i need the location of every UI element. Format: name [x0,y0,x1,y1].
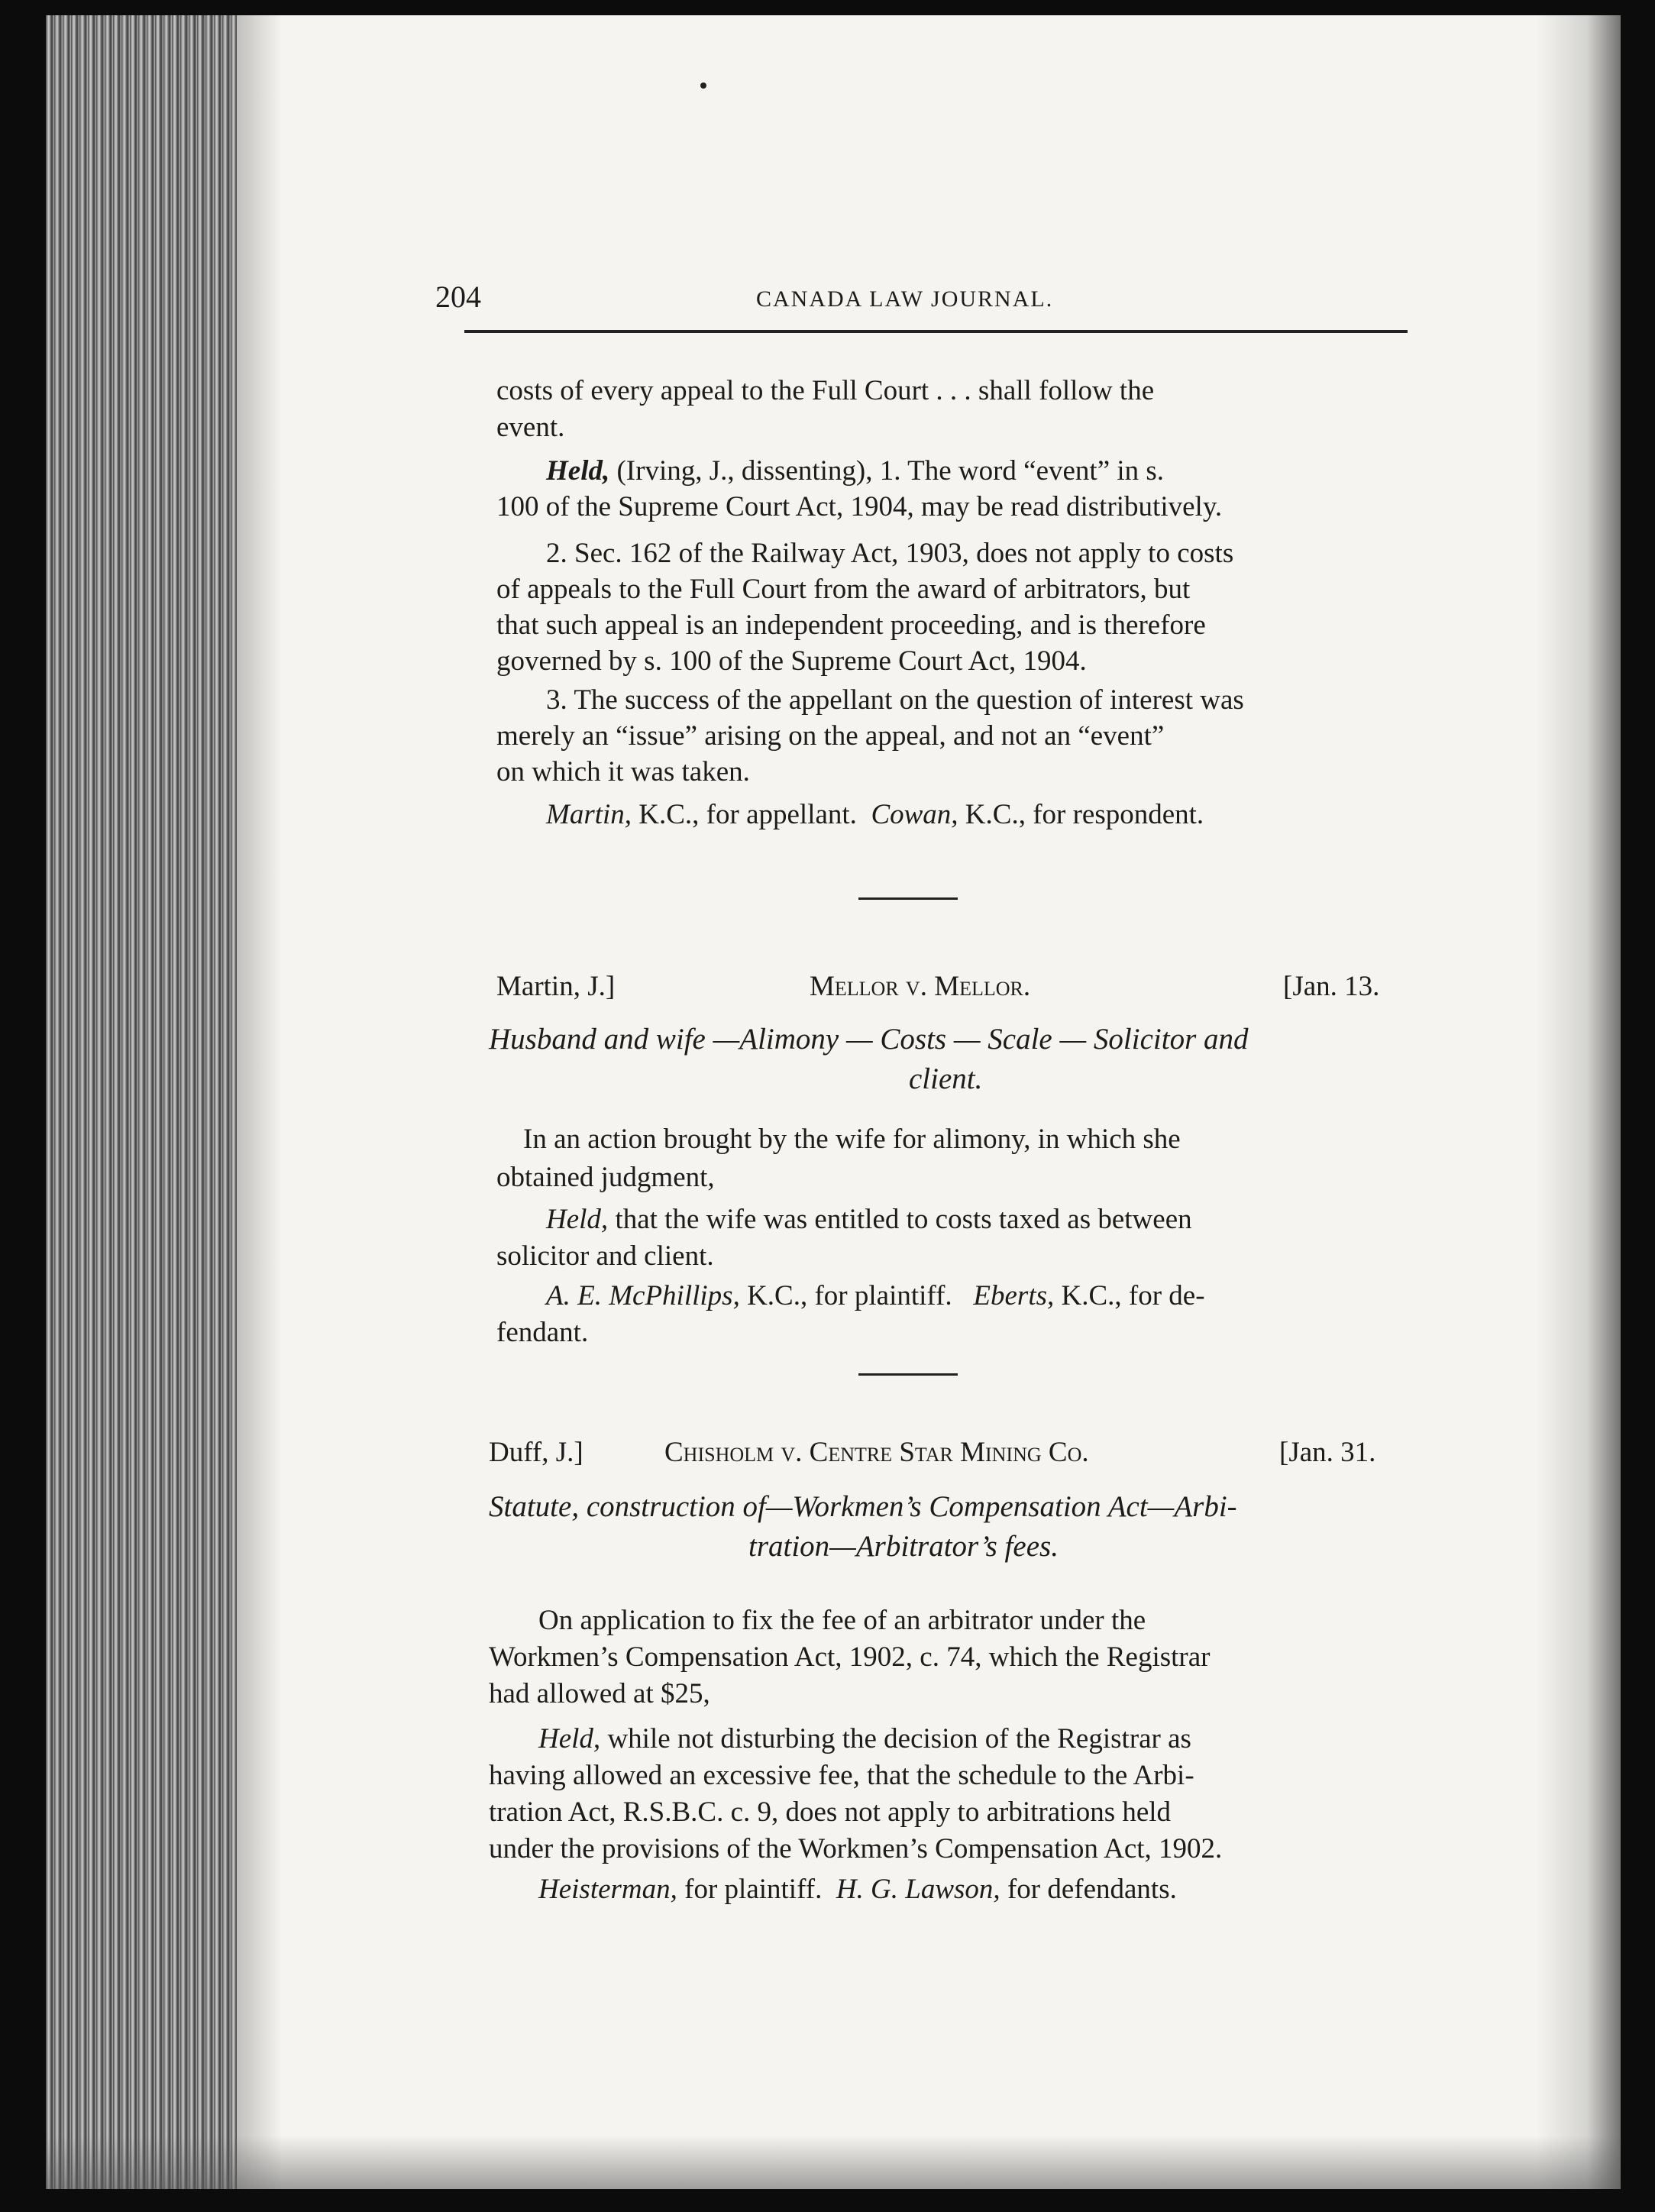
case3-line-3: had allowed at $25, [489,1678,710,1709]
case1-p2-line-4: governed by s. 100 of the Supreme Court Act, 1904. [496,645,1087,677]
case2-title: Mellor v. Mellor. [810,971,1031,1002]
case2-counsel [546,1279,1205,1312]
page-bottom-shadow [46,2136,1621,2189]
counsel-name: A. E. McPhillips, [546,1280,740,1311]
counsel-name: H. G. Lawson, [836,1874,1000,1905]
case1-p3-line-3: on which it was taken. [496,756,750,787]
held-text: that the wife was entitled to costs taxed as between [608,1204,1192,1235]
ink-speck [700,82,706,89]
case3-judge: Duff, J.] [489,1437,583,1468]
held-text: while not disturbing the decision of the Registrar as [600,1723,1191,1754]
case3-held-line [538,1722,1191,1755]
held-label: Held, [546,1204,609,1235]
case2-line-1: In an action brought by the wife for alimony, in which she [523,1124,1181,1155]
counsel-name: Martin, [546,799,632,830]
case3-held-line-4: under the provisions of the Workmen’s Compensation Act, 1902. [489,1833,1223,1864]
case1-p2-line-1: 2. Sec. 162 of the Railway Act, 1903, does not apply to costs [546,538,1234,569]
running-title: CANADA LAW JOURNAL. [756,286,1054,312]
page-number: 204 [435,280,481,314]
case1-counsel [546,798,1204,831]
section-divider [858,897,958,900]
counsel-name: Cowan, [871,799,958,830]
case2-counsel-line-2: fendant. [496,1317,589,1348]
case2-date: [Jan. 13. [1283,971,1380,1002]
held-label: Held, [546,455,610,487]
case2-held-line [546,1203,1192,1236]
case3-catchwords-1: Statute, construction of—Workmen’s Compensation Act—Arbi- [489,1490,1237,1523]
header-rule [464,330,1408,333]
counsel-role: for defendants. [1000,1874,1177,1905]
case3-held-line-2: having allowed an excessive fee, that the schedule to the Arbi- [489,1760,1194,1791]
counsel-role: K.C., for plaintiff. [739,1280,952,1311]
case2-judge: Martin, J.] [496,971,616,1002]
page-edge-shadow [1537,15,1621,2189]
case1-p3-line-1: 3. The success of the appellant on the question of interest was [546,684,1244,716]
case3-line-2: Workmen’s Compensation Act, 1902, c. 74, which the Registrar [489,1641,1211,1673]
counsel-role: K.C., for de- [1054,1280,1205,1311]
counsel-name: Heisterman, [538,1874,677,1905]
held-label: Held, [538,1723,601,1754]
case3-catchwords-2: tration—Arbitrator’s fees. [748,1530,1059,1563]
section-divider [858,1373,958,1376]
case1-line-1: costs of every appeal to the Full Court . . . shall follow the [496,375,1155,406]
case1-line-4: 100 of the Supreme Court Act, 1904, may be read distributively. [496,491,1223,522]
case2-held-line-2: solicitor and client. [496,1240,714,1272]
scanned-page [46,15,1621,2189]
case2-line-2: obtained judgment, [496,1162,715,1193]
case1-p3-line-2: merely an “issue” arising on the appeal, and not an “event” [496,720,1165,752]
case2-catchwords-1: Husband and wife —Alimony — Costs — Scale — Solicitor and [489,1023,1249,1056]
case1-held-line [546,454,1164,487]
counsel-role: K.C., for respondent. [958,799,1204,830]
case1-p2-line-3: that such appeal is an independent proceeding, and is therefore [496,610,1206,641]
case2-catchwords-2: client. [909,1062,983,1095]
counsel-role: K.C., for appellant. [632,799,857,830]
case1-p2-line-2: of appeals to the Full Court from the award of arbitrators, but [496,574,1191,605]
case3-date: [Jan. 31. [1279,1437,1376,1468]
case3-line-1: On application to fix the fee of an arbitrator under the [538,1605,1146,1636]
case3-title: Chisholm v. Centre Star Mining Co. [664,1437,1089,1468]
case3-counsel [538,1873,1177,1906]
case3-held-line-3: tration Act, R.S.B.C. c. 9, does not apply to arbitrations held [489,1796,1172,1828]
counsel-role: for plaintiff. [677,1874,823,1905]
book-binding-edge [46,15,237,2189]
held-text: (Irving, J., dissenting), 1. The word “event” in s. [609,455,1165,487]
counsel-name: Eberts, [973,1280,1055,1311]
case1-line-2: event. [496,412,565,443]
